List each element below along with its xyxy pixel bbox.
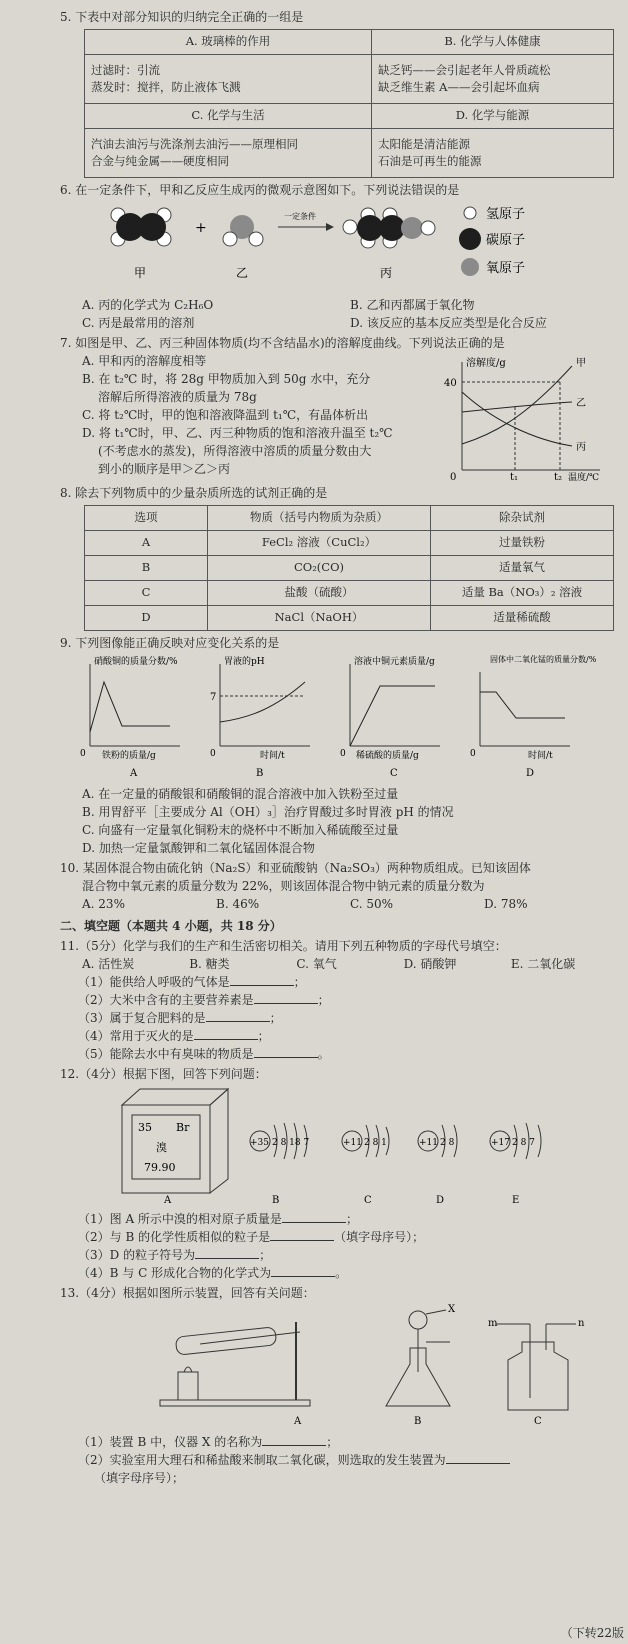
q11-item-end: ； <box>269 1011 282 1025</box>
q9-c-ylabel: 溶液中铜元素质量/g <box>354 657 435 667</box>
q5-b-line2: 缺乏维生素 A——会引起坏血病 <box>378 80 540 94</box>
q12-item-end: 。 <box>335 1266 348 1280</box>
q12-figures <box>60 1083 600 1205</box>
q6-option-d: D. 该反应的基本反应类型是化合反应 <box>350 316 547 330</box>
q7-body <box>60 352 618 482</box>
q6-reaction-diagram <box>60 199 600 291</box>
answer-blank[interactable] <box>446 1463 510 1464</box>
answer-blank[interactable] <box>270 1240 334 1241</box>
shells-c: 2 8 1 <box>364 1138 387 1148</box>
q12-caption-a: A <box>164 1195 172 1205</box>
q11-item-text: （2）大米中含有的主要营养素是 <box>78 993 254 1007</box>
q5-d-head: D. 化学与能源 <box>372 104 614 129</box>
answer-blank[interactable] <box>254 1003 318 1004</box>
section-2-heading: 二、填空题（本题共 4 小题，共 18 分） <box>60 919 282 933</box>
q7-option-a: A. 甲和丙的溶解度相等 <box>82 354 207 368</box>
label-bing: 丙 <box>380 266 393 280</box>
q6-condition: 一定条件 <box>284 212 316 221</box>
q8-cell: C <box>85 581 208 606</box>
reaction-arrow <box>278 211 334 231</box>
answer-blank[interactable] <box>282 1222 346 1223</box>
q8-cell: CO₂(CO) <box>208 556 431 581</box>
element-name: 溴 <box>156 1141 167 1154</box>
q8-cell: A <box>85 531 208 556</box>
q9-c-zero: 0 <box>340 749 346 759</box>
question-7 <box>60 334 618 482</box>
q13-label-n: n <box>578 1318 585 1329</box>
q5-c-body <box>85 129 372 178</box>
q9-stem: 9. 下列图像能正确反映对应变化关系的是 <box>60 636 280 650</box>
q5-table <box>84 29 614 178</box>
q6-option-b: B. 乙和丙都属于氧化物 <box>350 298 475 312</box>
apparatus-c <box>488 1318 585 1410</box>
q7-options <box>60 352 440 482</box>
q8-header-substance: 物质（括号内物质为杂质） <box>208 506 431 531</box>
q13-caption-c: C <box>534 1416 542 1427</box>
q11-item-text: （1）能供给人呼吸的气体是 <box>78 975 230 989</box>
q7-t2: t₂ <box>554 472 563 482</box>
q13-item-2 <box>78 1451 618 1469</box>
element-box-bromine <box>122 1089 228 1193</box>
q5-d-body <box>372 129 614 178</box>
answer-blank[interactable] <box>206 1021 270 1022</box>
q11-item-text: （3）属于复合肥料的是 <box>78 1011 206 1025</box>
q8-cell: 适量氧气 <box>431 556 614 581</box>
q11-item-5 <box>78 1045 618 1063</box>
apparatus-a <box>160 1322 310 1406</box>
table-row <box>85 581 614 606</box>
element-symbol: Br <box>176 1121 190 1134</box>
q5-b-line1: 缺乏钙——会引起老年人骨质疏松 <box>378 62 551 77</box>
table-row <box>85 606 614 631</box>
q12-caption-c: C <box>364 1195 372 1205</box>
q12-caption-e: E <box>512 1195 520 1205</box>
q6-option-c: C. 丙是最常用的溶剂 <box>82 316 195 330</box>
q8-cell: B <box>85 556 208 581</box>
question-11 <box>60 937 618 1063</box>
atom-structure-c <box>342 1125 389 1157</box>
table-row <box>85 531 614 556</box>
shells-d: 2 8 <box>440 1138 455 1148</box>
q8-header-row <box>85 506 614 531</box>
answer-blank[interactable] <box>194 1039 258 1040</box>
answer-blank[interactable] <box>262 1445 326 1446</box>
q9-d-zero: 0 <box>470 749 476 759</box>
molecule-yi <box>223 215 263 246</box>
question-5 <box>60 8 618 178</box>
q12-item-text: （2）与 B 的化学性质相似的粒子是 <box>78 1230 271 1244</box>
q9-d-ylabel: 固体中二氧化锰的质量分数/% <box>490 655 597 664</box>
q9-b-zero: 0 <box>210 749 216 759</box>
q12-item-text: （4）B 与 C 形成化合物的化学式为 <box>78 1266 272 1280</box>
q11-choice-e: E. 二氧化碳 <box>510 957 576 971</box>
q7-y40: 40 <box>444 378 457 389</box>
label-yi: 乙 <box>236 266 249 280</box>
q8-cell: 适量 Ba（NO₃）₂ 溶液 <box>431 581 614 606</box>
shells-b: 2 8 18 7 <box>272 1138 310 1148</box>
q13-item-1 <box>78 1433 618 1451</box>
q11-choice-d: D. 硝酸钾 <box>403 957 457 971</box>
q11-item-3 <box>78 1009 618 1027</box>
q8-cell: 适量稀硫酸 <box>431 606 614 631</box>
q5-a-body <box>85 55 372 104</box>
q9-option-b: B. 用胃舒平［主要成分 Al（OH）₃］治疗胃酸过多时胃液 pH 的情况 <box>82 805 454 819</box>
q9-a-ylabel: 硝酸铜的质量分数/% <box>94 657 178 667</box>
answer-blank[interactable] <box>195 1258 259 1259</box>
question-8 <box>60 484 618 631</box>
q9-option-c: C. 向盛有一定量氧化铜粉末的烧杯中不断加入稀硫酸至过量 <box>82 823 399 837</box>
q9-option-a: A. 在一定量的硝酸银和硝酸铜的混合溶液中加入铁粉至过量 <box>82 787 399 801</box>
question-12 <box>60 1065 618 1282</box>
q9-graph-a <box>80 655 180 779</box>
q12-item-text: （1）图 A 所示中溴的相对原子质量是 <box>78 1212 282 1226</box>
continued-note: （下转22版 <box>560 1626 624 1640</box>
q12-caption-d: D <box>436 1195 445 1205</box>
q10-stem-line2: 混合物中氧元素的质量分数为 22%，则该固体混合物中钠元素的质量分数为 <box>82 879 485 893</box>
q10-option-a: A. 23% <box>82 897 125 911</box>
q9-b-caption: B <box>256 768 264 779</box>
q10-option-b: B. 46% <box>216 897 260 911</box>
q7-curve-yi: 乙 <box>576 398 586 409</box>
q9-a-zero: 0 <box>80 749 86 759</box>
q11-choice-a: A. 活性炭 <box>82 957 135 971</box>
q8-cell: 盐酸（硫酸） <box>208 581 431 606</box>
q7-option-c: C. 将 t₂℃时，甲的饱和溶液降温到 t₁℃，有晶体析出 <box>82 408 369 422</box>
q9-a-xlabel: 铁粉的质量/g <box>102 751 156 761</box>
q12-item-end: ； <box>259 1248 272 1262</box>
q8-stem: 8. 除去下列物质中的少量杂质所选的试剂正确的是 <box>60 486 328 500</box>
q5-stem: 5. 下表中对部分知识的归纳完全正确的一组是 <box>60 10 304 24</box>
q13-label-x: X <box>448 1304 456 1315</box>
q11-item-text: （5）能除去水中有臭味的物质是 <box>78 1047 254 1061</box>
q5-d-line1: 太阳能是清洁能源 <box>378 136 470 151</box>
q13-apparatus <box>60 1302 600 1428</box>
q7-stem: 7. 如图是甲、乙、丙三种固体物质(均不含结晶水)的溶解度曲线。下列说法正确的是 <box>60 336 505 350</box>
q6-option-a: A. 丙的化学式为 C₂H₆O <box>82 298 214 312</box>
q9-c-caption: C <box>390 768 398 779</box>
answer-blank[interactable] <box>271 1276 335 1277</box>
q11-item-end: ； <box>317 993 330 1007</box>
question-10 <box>60 859 618 913</box>
nucleus-b: +35 <box>250 1138 269 1148</box>
q11-item-end: 。 <box>317 1047 330 1061</box>
q8-cell: NaCl（NaOH） <box>208 606 431 631</box>
q11-item-end: ； <box>257 1029 270 1043</box>
shells-e: 2 8 7 <box>512 1138 535 1148</box>
q7-option-d3: 到小的顺序是甲＞乙＞丙 <box>98 462 231 476</box>
q13-label-m: m <box>488 1318 498 1329</box>
question-6 <box>60 181 618 332</box>
q9-d-xlabel: 时间/t <box>528 751 553 761</box>
question-13 <box>60 1284 624 1640</box>
q11-item-1 <box>78 973 618 991</box>
q13-stem: 13.（4分）根据如图所示装置，回答有关问题： <box>60 1286 315 1300</box>
q9-option-d: D. 加热一定量氯酸钾和二氧化锰固体混合物 <box>82 841 315 855</box>
q13-caption-a: A <box>294 1416 302 1427</box>
q5-a-line1: 过滤时：引流 <box>91 62 160 77</box>
q8-header-option: 选项 <box>85 506 208 531</box>
apparatus-b <box>386 1304 456 1406</box>
q5-b-body <box>372 55 614 104</box>
q12-item-text: （3）D 的粒子符号为 <box>78 1248 196 1262</box>
legend-carbon: 碳原子 <box>486 233 526 248</box>
q11-item-4 <box>78 1027 618 1045</box>
q8-table <box>84 505 614 631</box>
q9-graph-c <box>340 655 440 779</box>
q10-option-c: C. 50% <box>350 897 394 911</box>
q9-graphs <box>60 652 600 780</box>
q7-curve-jia: 甲 <box>576 358 586 369</box>
nucleus-d: +11 <box>419 1138 438 1148</box>
q8-cell: 过量铁粉 <box>431 531 614 556</box>
q5-b-head: B. 化学与人体健康 <box>372 30 614 55</box>
q5-c-line2: 合金与纯金属——硬度相同 <box>91 154 229 168</box>
molecule-jia <box>111 208 171 246</box>
q7-origin: 0 <box>450 472 457 482</box>
atom-structure-b <box>250 1123 309 1159</box>
q11-stem: 11.（5分）化学与我们的生产和生活密切相关。请用下列五种物质的字母代号填空： <box>60 939 507 953</box>
q7-option-b2: 溶解后所得溶液的质量为 78g <box>98 390 257 404</box>
q12-item-3 <box>78 1246 618 1264</box>
q8-header-reagent: 除杂试剂 <box>431 506 614 531</box>
q6-stem: 6. 在一定条件下，甲和乙反应生成丙的微观示意图如下。下列说法错误的是 <box>60 183 460 197</box>
legend-oxygen: 氧原子 <box>486 261 526 276</box>
q11-item-end: ； <box>293 975 306 989</box>
q7-curve-bing: 丙 <box>576 442 586 453</box>
q12-stem: 12.（4分）根据下图，回答下列问题： <box>60 1067 267 1081</box>
legend-hydrogen: 氢原子 <box>486 207 526 222</box>
element-mass: 79.90 <box>144 1161 176 1174</box>
nucleus-c: +11 <box>343 1138 362 1148</box>
q11-choice-b: B. 糖类 <box>189 957 230 971</box>
answer-blank[interactable] <box>230 985 294 986</box>
q11-choices <box>82 955 618 973</box>
q5-a-line2: 蒸发时：搅拌，防止液体飞溅 <box>91 80 241 94</box>
question-9 <box>60 634 618 857</box>
q11-choice-c: C. 氧气 <box>296 957 337 971</box>
q9-b-xlabel: 时间/t <box>260 751 285 761</box>
atom-legend <box>459 207 525 276</box>
label-jia: 甲 <box>134 266 147 280</box>
molecule-bing <box>343 208 435 248</box>
q12-caption-b: B <box>272 1195 280 1205</box>
q7-option-b1: B. 在 t₂℃ 时，将 28g 甲物质加入到 50g 水中，充分 <box>82 372 371 386</box>
q10-option-d: D. 78% <box>484 897 528 911</box>
q5-a-head: A. 玻璃棒的作用 <box>85 30 372 55</box>
q8-cell: D <box>85 606 208 631</box>
q5-d-line2: 石油是可再生的能源 <box>378 154 482 168</box>
q13-item-2b: （填字母序号）； <box>94 1471 185 1485</box>
q7-ylabel: 溶解度/g <box>466 358 506 369</box>
q13-caption-b: B <box>414 1416 422 1427</box>
atom-structure-e <box>490 1123 541 1159</box>
q13-item-text: （2）实验室用大理石和稀盐酸来制取二氧化碳，则选取的发生装置为 <box>78 1453 446 1467</box>
q11-item-text: （4）常用于灭火的是 <box>78 1029 194 1043</box>
q7-t1: t₁ <box>510 472 519 482</box>
q9-graph-b <box>210 655 310 779</box>
q12-item-1 <box>78 1210 618 1228</box>
q6-plus: + <box>195 220 207 236</box>
element-number: 35 <box>138 1121 152 1134</box>
q5-c-head: C. 化学与生活 <box>85 104 372 129</box>
q9-b-ylabel: 胃液的pH <box>224 657 265 667</box>
q7-solubility-graph <box>440 352 610 482</box>
q9-c-xlabel: 稀硫酸的质量/g <box>356 751 419 761</box>
q6-options-row1 <box>82 296 618 314</box>
q7-option-d1: D. 将 t₁℃时，甲、乙、丙三种物质的饱和溶液升温至 t₂℃ <box>82 426 393 440</box>
q9-graph-d <box>470 654 597 779</box>
q13-item-end: ； <box>326 1435 339 1449</box>
q9-a-caption: A <box>130 768 138 779</box>
q11-item-2 <box>78 991 618 1009</box>
q7-xlabel: 温度/℃ <box>568 473 600 482</box>
q12-item-4 <box>78 1264 618 1282</box>
q10-stem-line1: 10. 某固体混合物由硫化钠（Na₂S）和亚硫酸钠（Na₂SO₃）两种物质组成。已知该固体 <box>60 861 531 875</box>
q13-item-text: （1）装置 B 中，仪器 X 的名称为 <box>78 1435 263 1449</box>
q10-options <box>82 895 618 913</box>
q12-item-end: ； <box>345 1212 358 1226</box>
q12-item-2 <box>78 1228 618 1246</box>
q9-d-caption: D <box>526 768 535 779</box>
nucleus-e: +17 <box>491 1138 510 1148</box>
q6-options-row2 <box>82 314 618 332</box>
q12-item-end: （填字母序号）； <box>334 1230 425 1244</box>
q7-option-d2: (不考虑水的蒸发)，所得溶液中溶质的质量分数由大 <box>98 444 372 458</box>
atom-structure-d <box>418 1125 457 1157</box>
table-row <box>85 556 614 581</box>
q8-cell: FeCl₂ 溶液（CuCl₂） <box>208 531 431 556</box>
q5-c-line1: 汽油去油污与洗涤剂去油污——原理相同 <box>91 136 298 151</box>
q9-b-mark7: 7 <box>210 692 217 703</box>
answer-blank[interactable] <box>254 1057 318 1058</box>
